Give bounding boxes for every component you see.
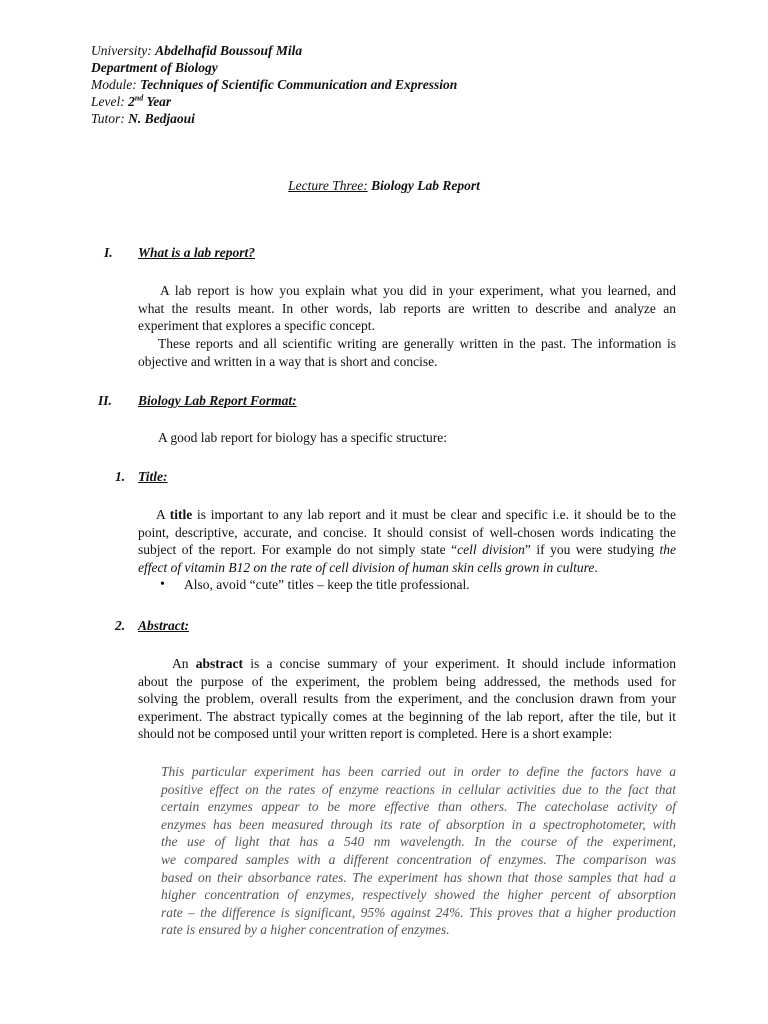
university-line: University: Abdelhafid Boussouf Mila [91,43,303,58]
tutor-name: N. Bedjaoui [128,111,195,126]
section-1-numeral: I. [104,245,113,260]
section-1-heading: What is a lab report? [138,245,256,260]
title-item-paragraph: A title is important to any lab report and it must be clear and specific i.e. it should be to the point, descriptive, accurate, and concise. It should consist of well-chosen words indicating the subject of the report. For example do not simply state “cell division” if you were studying the effect of vitamin B12 on the rate of cell division of human skin cells grown in culture. [138,507,676,575]
section-2-intro: A good lab report for biology has a specific structure: [158,430,448,445]
university-name: Abdelhafid Boussouf Mila [155,43,303,58]
section-2-numeral: II. [98,393,112,408]
bullet-dot-icon: • [160,577,165,592]
title-item-number: 1. [115,469,126,484]
abstract-item-heading: Abstract: [138,618,190,633]
section-1-paragraph-2: These reports and all scientific writing are generally written in the past. The information is objective and written in a way that is short and concise. [138,336,676,369]
abstract-example: This particular experiment has been carried out in order to define the factors have a positive effect on the rates of enzyme reactions in cellular activities due to the fact that certain enzymes appear to be more effective than others. The catecholase activity of enzymes has been measured through its rate of absorption in a spectrophotometer, with the use of light that has a 540 nm wavelength. In the course of the experiment, we compared samples with a different concentration of enzymes. The comparison was based on their absorbance rates. The experiment has shown that those samples that had a higher concentration of enzymes, respectively showed the higher percent of absorption rate – the difference is significant, 95% against 24%. This proves that a higher production rate is ensured by a higher concentration of enzymes. [161,764,676,938]
module-line: Module: Techniques of Scientific Communication and Expression [91,77,458,92]
lecture-title: Lecture Three: Biology Lab Report [288,178,480,193]
abstract-item-paragraph: An abstract is a concise summary of your experiment. It should include information about the purpose of the experiment, the problem being addressed, the methods used for solving the problem, overall results from the experiment, and the conclusion drawn from your experiment. The abstract typically comes at the beginning of the lab report, after the tile, but it should not be composed until your written report is completed. Here is a short example: [138,656,677,742]
tutor-line: Tutor: N. Bedjaoui [91,111,195,126]
title-bullet-text: Also, avoid “cute” titles – keep the title professional. [184,577,470,592]
abstract-item-number: 2. [115,618,126,633]
course-header [91,42,457,127]
section-2-heading: Biology Lab Report Format: [138,393,297,408]
department-line: Department of Biology [91,60,218,75]
section-1-paragraph-1: A lab report is how you explain what you did in your experiment, what you learned, and what the results meant. In other words, lab reports are written to describe and analyze an experiment that explores a specific concept. [138,283,676,334]
level-line: Level: 2nd Year [91,93,172,109]
module-name: Techniques of Scientific Communication and Expression [140,77,458,92]
title-item-heading: Title: [138,469,168,484]
